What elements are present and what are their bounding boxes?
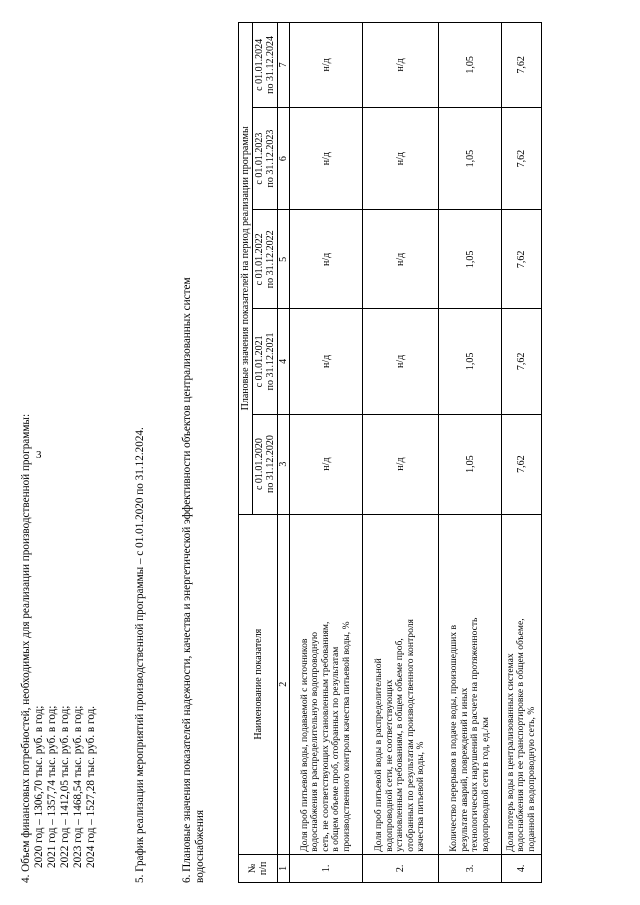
section-5-text: 5. График реализации мероприятий производственной программы – с 01.01.2020 по 31.12.2024. <box>134 427 146 883</box>
header-period-2022: с 01.01.2022 по 31.12.2022 <box>253 210 278 309</box>
header-period-2023: с 01.01.2023 по 31.12.2023 <box>253 107 278 210</box>
table-row: 3. Количество перерывов в подаче воды, произошедших в результате аварий, повреждений и иных технологических нарушений в расчете на протяженность водопроводной сети в год, ед./км 1,05 1,05 1,05 1,05 1,05 <box>439 23 502 883</box>
header-period-2020: с 01.01.2020 по 31.12.2020 <box>253 414 278 514</box>
financing-2024: 2024 год – 1527,28 тыс. руб. в год. <box>85 705 97 868</box>
column-index-row: 1 2 3 4 5 6 7 <box>278 23 290 883</box>
financing-2022: 2022 год – 1412,05 тыс. руб. в год; <box>59 705 71 868</box>
table-row: 4. Доля потерь воды в централизованных системах водоснабжения при ее транспортировке в общем объеме, поданной в водопроводную сеть, % 7,62 7,62 7,62 7,62 7,62 <box>502 23 542 883</box>
section-6-line-2: водоснабжения <box>194 809 206 883</box>
indicator-name: Доля потерь воды в централизованных системах водоснабжения при ее транспортировке в общем объеме, поданной в водопроводную сеть, % <box>502 514 542 854</box>
indicator-name: Доля проб питьевой воды в распределительной водопроводной сети, не соответствующих установленным требованиям, в общем объеме проб, отобранных по результатам производственного контроля качества питьевой воды, % <box>363 514 439 854</box>
header-indicator-name: Наименование показателя <box>239 514 278 854</box>
header-planned-values: Плановые значения показателей на период реализации программы <box>239 23 253 515</box>
indicators-table <box>238 22 542 883</box>
indicator-name: Доля проб питьевой воды, подаваемой с источников водоснабжения в распределительную водопроводную сеть, не соответствующих установленным требованиям, в общем объеме проб, отобранных по результатам производственного контроля качества питьевой воды, % <box>290 514 363 854</box>
financing-2020: 2020 год – 1306,70 тыс. руб. в год; <box>33 705 45 868</box>
table-row: 1. Доля проб питьевой воды, подаваемой с источников водоснабжения в распределительную водопроводную сеть, не соответствующих установленным требованиям, в общем объеме проб, отобранных по результатам производственного контроля качества питьевой воды, % н/д н/д н/д н/д н/д <box>290 23 363 883</box>
financing-2021: 2021 год – 1357,74 тыс. руб. в год; <box>46 705 58 868</box>
header-period-2024: с 01.01.2024 по 31.12.2024 <box>253 23 278 108</box>
financing-2023: 2023 год – 1468,54 тыс. руб. в год; <box>72 705 84 868</box>
indicator-name: Количество перерывов в подаче воды, произошедших в результате аварий, повреждений и иных технологических нарушений в расчете на протяженность водопроводной сети в год, ед./км <box>439 514 502 854</box>
rotated-page-content <box>20 23 620 883</box>
header-period-2021: с 01.01.2021 по 31.12.2021 <box>253 309 278 414</box>
page-number: 3 <box>36 449 42 461</box>
table-row: 2. Доля проб питьевой воды в распределительной водопроводной сети, не соответствующих установленным требованиям, в общем объеме проб, отобранных по результатам производственного контроля качества питьевой воды, % н/д н/д н/д н/д н/д <box>363 23 439 883</box>
header-num: № п/п <box>239 854 278 882</box>
section-4-heading: 4. Объем финансовых потребностей, необходимых для реализации производственной программы: <box>20 413 32 883</box>
section-6-line-1: 6. Плановые значения показателей надежности, качества и энергетической эффективности объектов централизованных систем <box>181 277 193 883</box>
